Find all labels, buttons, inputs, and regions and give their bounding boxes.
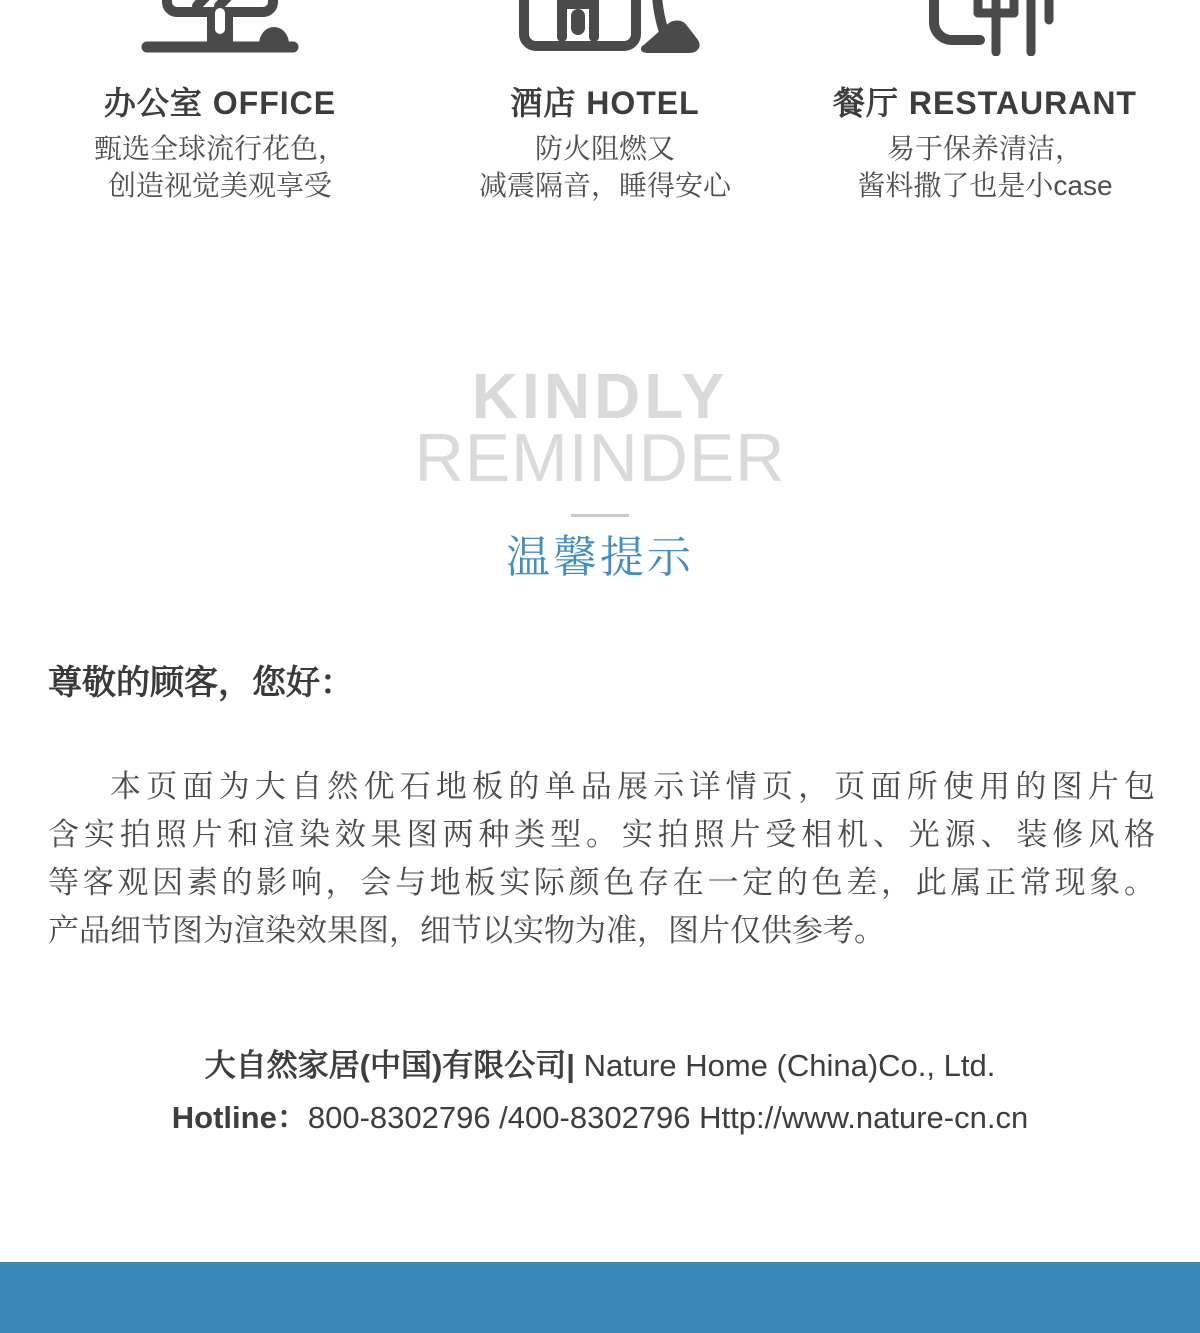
feature-restaurant — [770, 0, 1200, 204]
footer-info — [0, 1046, 1200, 1138]
notice-section — [48, 663, 1155, 955]
restaurant-cutlery-icon — [770, 0, 1200, 56]
feature-sub-hotel — [440, 130, 770, 204]
reminder-title-en-bold: KINDLY — [471, 360, 729, 432]
notice-line: 本页面为大自然优石地板的单品展示详情页，页面所使用的图片包 — [110, 769, 1155, 804]
hotline-label: Hotline： — [171, 1100, 308, 1135]
hotline-value: 800-8302796 /400-8302796 Http://www.nature-cn.cn — [307, 1100, 1029, 1135]
feature-title-hotel: 酒店 HOTEL — [510, 85, 700, 121]
company-name-en: Nature Home (China)Co., Ltd. — [574, 1048, 996, 1083]
feature-office-line2: 创造视觉美观享受 — [107, 170, 332, 201]
salutation: 尊敬的顾客，您好： — [48, 664, 354, 702]
features-row — [0, 0, 1200, 204]
divider-line — [571, 514, 629, 517]
feature-hotel-line1: 防火阻燃又 — [534, 133, 675, 164]
feature-office-line1: 甄选全球流行花色， — [93, 133, 346, 164]
hotline — [0, 1098, 1200, 1138]
feature-office — [0, 0, 440, 204]
notice-line: 等客观因素的影响，会与地板实际颜色存在一定的色差，此属正常现象。 — [48, 865, 1155, 900]
reminder-heading — [0, 360, 1200, 582]
feature-sub-restaurant — [770, 130, 1200, 204]
feature-restaurant-line2: 酱料撒了也是小case — [857, 170, 1113, 201]
footer-bar — [0, 1262, 1200, 1333]
notice-line: 产品细节图为渲染效果图，细节以实物为准，图片仅供参考。 — [48, 913, 885, 948]
feature-hotel — [440, 0, 770, 204]
notice-paragraph — [48, 763, 1155, 955]
hotel-building-icon — [440, 0, 770, 56]
company-name-cn: 大自然家居(中国)有限公司| — [204, 1048, 575, 1083]
feature-hotel-line2: 减震隔音，睡得安心 — [478, 170, 731, 201]
reminder-title-en-light: REMINDER — [414, 420, 786, 496]
feature-title-restaurant: 餐厅 RESTAURANT — [833, 85, 1137, 121]
feature-sub-office — [0, 130, 440, 204]
notice-line: 含实拍照片和渲染效果图两种类型。实拍照片受相机、光源、装修风格 — [48, 817, 1155, 852]
office-monitor-icon — [0, 0, 440, 56]
company-name — [0, 1046, 1200, 1086]
feature-restaurant-line1: 易于保养清洁， — [886, 133, 1083, 164]
reminder-title-cn: 温馨提示 — [506, 533, 694, 582]
feature-title-office: 办公室 OFFICE — [103, 85, 337, 121]
